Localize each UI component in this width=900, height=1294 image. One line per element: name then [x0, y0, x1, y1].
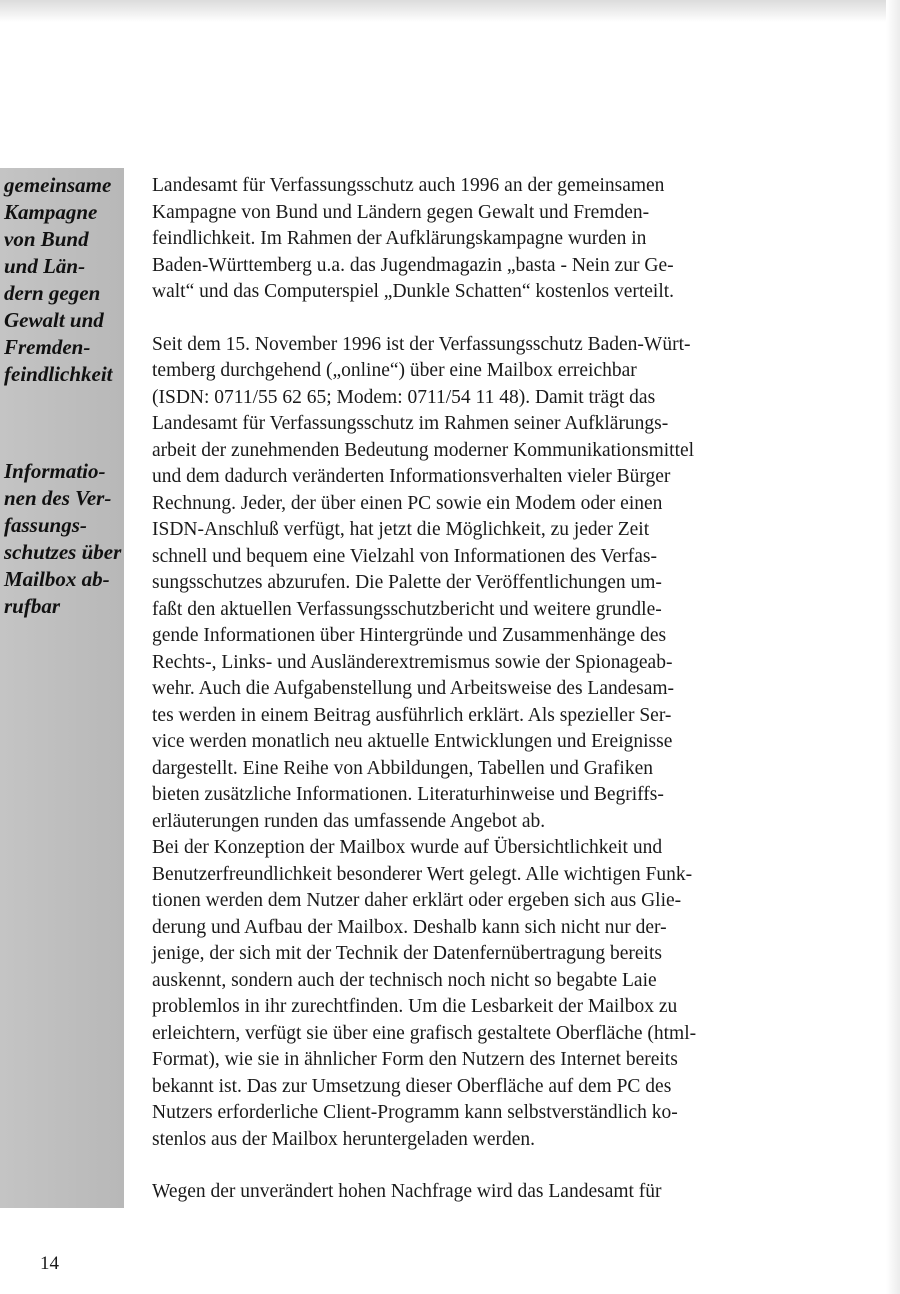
side-note-campaign — [4, 172, 122, 388]
text-line: faßt den aktuellen Verfassungsschutzbericht und weitere grundle- — [152, 598, 662, 620]
text-line: temberg durchgehend („online“) über eine Mailbox erreichbar — [152, 360, 637, 381]
text-line: Landesamt für Verfassungsschutz im Rahmen seiner Aufklärungs- — [152, 413, 669, 434]
scan-top-shadow — [0, 0, 900, 22]
text-line: Landesamt für Verfassungsschutz auch 1996 an der gemeinsamen — [152, 175, 665, 196]
side-note-line: und Län- — [4, 254, 86, 278]
text-line: Seit dem 15. November 1996 ist der Verfassungsschutz Baden-Würt- — [152, 333, 691, 355]
text-line: ISDN-Anschluß verfügt, hat jetzt die Möglichkeit, zu jeder Zeit — [152, 519, 650, 540]
paragraph-campaign — [152, 173, 777, 306]
text-line: schnell und bequem eine Vielzahl von Informationen des Verfas- — [152, 545, 657, 567]
paragraph-demand — [152, 1179, 777, 1206]
side-note-line: schutzes über — [4, 540, 122, 564]
side-note-line: gemeinsame — [4, 173, 112, 197]
side-note-line: feindlichkeit — [4, 362, 113, 386]
body-text — [152, 173, 777, 1206]
text-line: bieten zusätzliche Informationen. Literaturhinweise und Begriffs- — [152, 784, 664, 805]
text-line: Wegen der unverändert hohen Nachfrage wird das Landesamt für — [152, 1181, 662, 1202]
text-line: Benutzerfreundlichkeit besonderer Wert gelegt. Alle wichtigen Funk- — [152, 863, 693, 885]
side-note-line: nen des Ver- — [4, 486, 112, 510]
text-line: bekannt ist. Das zur Umsetzung dieser Oberfläche auf dem PC des — [152, 1075, 672, 1097]
side-note-line: dern gegen — [4, 281, 101, 305]
text-line: walt“ und das Computerspiel „Dunkle Schatten“ kostenlos verteilt. — [152, 281, 675, 302]
paragraph-concept — [152, 835, 777, 1153]
text-line: dargestellt. Eine Reihe von Abbildungen, Tabellen und Grafiken — [152, 757, 654, 779]
side-note-line: Gewalt und — [4, 308, 104, 332]
text-line: tionen werden dem Nutzer daher erklärt oder ergeben sich aus Glie- — [152, 890, 682, 911]
text-line: jenige, der sich mit der Technik der Datenfernübertragung bereits — [152, 943, 662, 964]
text-line: Bei der Konzeption der Mailbox wurde auf Übersichtlichkeit und — [152, 837, 663, 858]
side-note-line: von Bund — [4, 227, 89, 251]
side-note-line: rufbar — [4, 594, 61, 618]
side-note-line: Informatio- — [4, 459, 106, 483]
page-number: 14 — [40, 1253, 59, 1274]
text-line: problemlos in ihr zurechtfinden. Um die Lesbarkeit der Mailbox zu — [152, 996, 678, 1017]
text-line: stenlos aus der Mailbox heruntergeladen werden. — [152, 1128, 536, 1150]
text-line: gende Informationen über Hintergründe und Zusammenhänge des — [152, 625, 667, 646]
side-note-line: fassungs- — [4, 513, 87, 537]
text-line: auskennt, sondern auch der technisch noch nicht so begabte Laie — [152, 969, 657, 991]
text-line: arbeit der zunehmenden Bedeutung moderner Kommunikationsmittel — [152, 439, 695, 461]
text-line: Baden-Württemberg u.a. das Jugendmagazin „basta - Nein zur Ge- — [152, 254, 674, 276]
text-line: Kampagne von Bund und Ländern gegen Gewalt und Fremden- — [152, 201, 650, 223]
text-line: sungsschutzes abzurufen. Die Palette der Veröffentlichungen um- — [152, 572, 662, 593]
text-line: vice werden monatlich neu aktuelle Entwicklungen und Ereignisse — [152, 731, 673, 752]
text-line: Rechnung. Jeder, der über einen PC sowie ein Modem oder einen — [152, 492, 663, 514]
text-line: erleichtern, verfügt sie über eine grafisch gestaltete Oberfläche (html- — [152, 1022, 697, 1044]
side-note-line: Mailbox ab- — [4, 567, 110, 591]
text-line: wehr. Auch die Aufgabenstellung und Arbeitsweise des Landesam- — [152, 678, 675, 699]
text-line: (ISDN: 0711/55 62 65; Modem: 0711/54 11 48). Damit trägt das — [152, 386, 656, 408]
text-line: derung und Aufbau der Mailbox. Deshalb kann sich nicht nur der- — [152, 916, 667, 938]
side-note-line: Fremden- — [4, 335, 91, 359]
text-line: Format), wie sie in ähnlicher Form den Nutzern des Internet bereits — [152, 1049, 678, 1070]
text-line: feindlichkeit. Im Rahmen der Aufklärungskampagne wurden in — [152, 228, 647, 249]
text-line: erläuterungen runden das umfassende Angebot ab. — [152, 810, 546, 832]
text-line: Rechts-, Links- und Ausländerextremismus sowie der Spionageab- — [152, 651, 673, 673]
text-line: tes werden in einem Beitrag ausführlich erklärt. Als spezieller Ser- — [152, 704, 672, 726]
side-note-mailbox — [4, 458, 122, 620]
scan-right-edge — [886, 0, 900, 1294]
text-line: Nutzers erforderliche Client-Programm kann selbstverständlich ko- — [152, 1102, 678, 1123]
text-line: und dem dadurch veränderten Informationsverhalten vieler Bürger — [152, 466, 671, 487]
paragraph-mailbox — [152, 332, 777, 836]
margin-sidebar — [0, 168, 124, 1208]
side-note-line: Kampagne — [4, 200, 98, 224]
